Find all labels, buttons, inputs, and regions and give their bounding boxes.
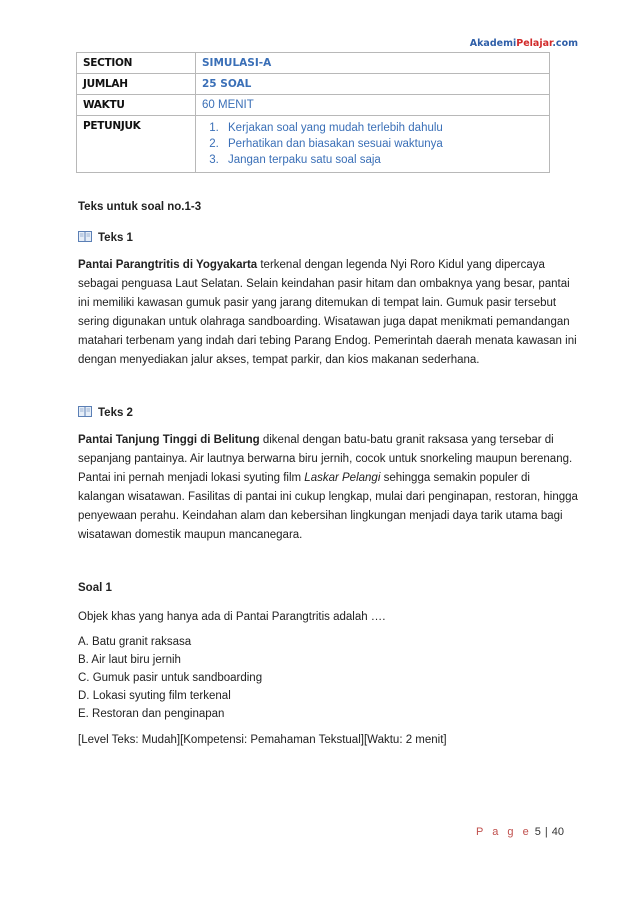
site-brand (470, 38, 578, 49)
row-key: SECTION (77, 53, 196, 74)
option-b[interactable]: B. Air laut biru jernih (78, 654, 181, 666)
teks1-title: Teks 1 (98, 232, 133, 244)
table-row (77, 74, 550, 95)
instructions-cell (196, 116, 550, 173)
teks1-paragraph (78, 256, 578, 370)
teks2-italic-title: Laskar Pelangi (304, 472, 381, 484)
instructions-list (202, 120, 543, 168)
page-number: 5 (534, 826, 541, 838)
teks2-body-1: dikenal dengan batu-batu granit raksasa yang tersebar di sepanjang pantainya. Air lautnya berwarna biru jernih, cocok untuk snorkeling maupun berenang. Pantai ini pernah menjadi lokasi syuting film (78, 434, 573, 484)
row-value: SIMULASI-A (196, 53, 550, 74)
brand-part-3: .com (552, 38, 578, 49)
teks1-title-row (78, 229, 578, 248)
brand-part-1: Akademi (469, 38, 517, 49)
teks2-lead: Pantai Tanjung Tinggi di Belitung (78, 434, 260, 446)
row-key: JUMLAH (77, 74, 196, 95)
book-icon (78, 231, 92, 242)
table-row (77, 95, 550, 116)
row-value: 25 SOAL (196, 74, 550, 95)
teks2-title: Teks 2 (98, 407, 133, 419)
teks2-paragraph (78, 431, 578, 545)
option-e[interactable]: E. Restoran dan penginapan (78, 708, 225, 720)
option-c[interactable]: C. Gumuk pasir untuk sandboarding (78, 672, 263, 684)
info-table (76, 52, 550, 173)
page-total: 40 (551, 826, 564, 838)
page-label: P a g e (476, 826, 532, 838)
teks2-title-row (78, 404, 578, 423)
soal1-title: Soal 1 (78, 582, 112, 594)
soal1-meta: [Level Teks: Mudah][Kompetensi: Pemahaman Tekstual][Waktu: 2 menit] (78, 734, 447, 746)
brand-part-2: Pelajar (516, 38, 553, 49)
list-item: 3. Jangan terpaku satu soal saja (222, 152, 543, 168)
soal1-options (78, 633, 578, 723)
table-row (77, 116, 550, 173)
soal1-question: Objek khas yang hanya ada di Pantai Parangtritis adalah …. (78, 611, 386, 623)
table-row (77, 53, 550, 74)
option-d[interactable]: D. Lokasi syuting film terkenal (78, 690, 231, 702)
row-key: PETUNJUK (77, 116, 196, 173)
row-value: 60 MENIT (196, 95, 550, 116)
page-footer (476, 826, 564, 838)
main-content (78, 198, 578, 750)
row-key: WAKTU (77, 95, 196, 116)
teks1-body: terkenal dengan legenda Nyi Roro Kidul yang dipercaya sebagai penguasa Laut Selatan. Selain keindahan pasir hitam dan ombaknya yang besar, pantai ini memiliki kawasan gumuk pasir yang jarang ditemukan di tempat lain. Gumuk pasir tersebut sering digunakan untuk olahraga sandboarding. Wisatawan juga dapat menikmati pemandangan matahari terbenam yang indah dari tebing Parang Endog. Pemerintah daerah menata kawasan ini dengan menyediakan jalur akses, tempat parkir, dan kios makanan sederhana. (78, 259, 577, 366)
list-item: 1. Kerjakan soal yang mudah terlebih dahulu (222, 120, 543, 136)
list-item: 2. Perhatikan dan biasakan sesuai waktunya (222, 136, 543, 152)
teks1-lead: Pantai Parangtritis di Yogyakarta (78, 259, 258, 271)
book-icon (78, 406, 92, 417)
page-separator: | (544, 826, 548, 838)
option-a[interactable]: A. Batu granit raksasa (78, 636, 192, 648)
texts-heading: Teks untuk soal no.1-3 (78, 201, 202, 213)
teks2-body-2: sehingga semakin populer di kalangan wisatawan. Fasilitas di pantai ini cukup lengkap, mulai dari penginapan, restoran, hingga penyewaan perahu. Keindahan alam dan kebersihan lingkungan menjadi daya tarik utama bagi wisatawan domestik maupun mancanegara. (78, 472, 578, 541)
